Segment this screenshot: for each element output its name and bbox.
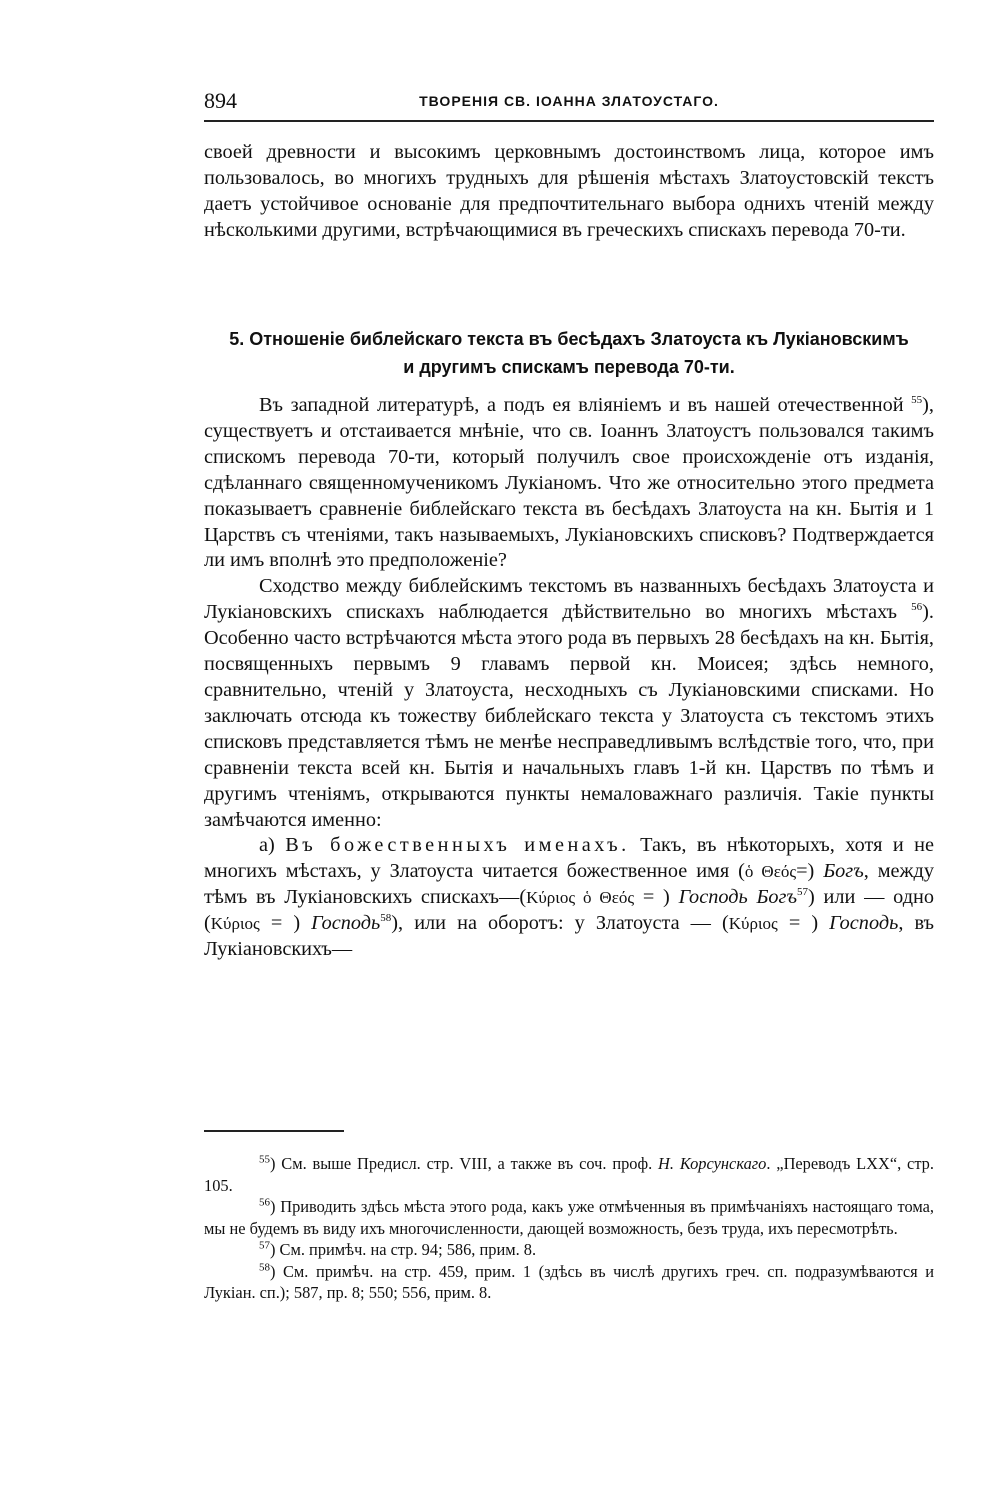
italic-term-4: Господь: [829, 912, 899, 935]
intro-paragraph: своей древности и высокимъ церковнымъ достоинствомъ лица, которое имъ пользовалось, во многихъ трудныхъ для рѣшенія мѣстахъ Златоустовскій текстъ даетъ устойчивое основаніе для предпочтительнаго выбора однихъ чтеній между нѣсколькими другими, встрѣчающимися въ греческихъ спискахъ перевода 70-ти.: [204, 141, 934, 241]
paragraph-3-text-h: ), или на оборотъ: у Златоуста — (: [391, 912, 729, 935]
paragraph-2: [204, 574, 934, 833]
section-heading: [204, 325, 934, 381]
intro-paragraph-block: [204, 140, 934, 244]
footnote-text: ) См. примѣч. на стр. 459, прим. 1 (здѣсь въ числѣ другихъ греч. сп. подразумѣваются и Лукіан. сп.); 587, пр. 8; 550; 556, прим. 8.: [204, 1261, 934, 1302]
paragraph-3-text-c: =): [796, 860, 824, 883]
paragraph-2-text-b: ). Особенно часто встрѣчаются мѣста этого рода въ первыхъ 28 бесѣдахъ на кн. Бытія, посвященныхъ первымъ 9 главамъ первой кн. Моисея; здѣсь немного, сравнительно, чтеній у Златоуста, несходныхъ съ Лукіановскими списками. Но заключать отсюда къ тожеству библейскаго текста у Златоуста съ текстомъ этихъ списковъ представляется тѣмъ не менѣе несправедливымъ вслѣдствіе того, что, при сравненіи текста всей кн. Бытія и начальныхъ главъ 1-й кн. Царствъ по тѣмъ и другимъ чтеніямъ, открываются пункты немаловажнаго различія. Такіе пункты замѣчаются именно:: [204, 601, 934, 831]
paragraph-1: [204, 393, 934, 574]
footnote-number: 57: [259, 1239, 270, 1252]
paragraph-3: [204, 833, 934, 963]
page-header: [204, 88, 934, 118]
italic-term-3: Господь: [311, 912, 381, 935]
paragraph-2-text-a: Сходство между библейскимъ текстомъ въ названныхъ бесѣдахъ Златоуста и Лукіановскихъ спискахъ наблюдается дѣйствительно во многихъ мѣстахъ: [204, 575, 934, 624]
footnote-number: 58: [259, 1261, 270, 1274]
footnote-ref-57[interactable]: 57: [797, 886, 808, 899]
footnote-58: [204, 1261, 934, 1304]
footnote-separator: [204, 1130, 344, 1132]
italic-term-1: Богъ: [823, 860, 864, 883]
main-text: [204, 393, 934, 963]
italic-term-2: Господь Богъ: [678, 886, 797, 909]
footnote-57: [204, 1239, 934, 1261]
paragraph-3-text-a: а): [259, 834, 286, 857]
footnote-text: ) Приводить здѣсь мѣста этого рода, какъ уже отмѣченныя въ примѣчаніяхъ настоящаго тома, мы не будемъ въ виду ихъ многочисленности, дающей возможность, безъ труда, ихъ пересмотрѣть.: [204, 1197, 934, 1238]
footnote-number: 56: [259, 1196, 270, 1209]
greek-term-2: Κύριος ὁ Θεός: [526, 888, 635, 908]
paragraph-3-text-d: , между тѣмъ въ Лукіановскихъ спискахъ—(: [204, 860, 935, 909]
paragraph-1-text-b: ), существуетъ и отстаивается мнѣніе, что св. Іоаннъ Златоустъ пользовался такимъ спискомъ перевода 70-ти, который получилъ свое происхожденіе отъ изданія, сдѣланнаго священномученикомъ Лукіаномъ. Что же относительно этого предмета показываетъ сравненіе библейскаго текста въ бесѣдахъ Златоуста на кн. Бытія и 1 Царствъ съ чтеніями, такъ называемыхъ, Лукіановскихъ списковъ? Подтверждается ли имъ вполнѣ это предположеніе?: [204, 394, 934, 572]
section-heading-line1: 5. Отношеніе библейскаго текста въ бесѣдахъ Златоуста къ Лукіановскимъ: [229, 329, 909, 349]
paragraph-3-text-k: , въ Лукіановскихъ—: [204, 912, 935, 961]
greek-term-3: Κύριος: [210, 914, 260, 934]
greek-term-4: Κύριος: [728, 914, 778, 934]
greek-term-1: ὁ Θεός: [744, 862, 797, 882]
paragraph-1-text-a: Въ западной литературѣ, а подъ ея вліяніемъ и въ нашей отечественной: [259, 394, 912, 416]
section-heading-line2: и другимъ спискамъ перевода 70-ти.: [403, 357, 735, 377]
paragraph-3-spaced-heading: Въ божественныхъ именахъ.: [285, 834, 630, 857]
running-title: ТВОРЕНІЯ СВ. ІОАННА ЗЛАТОУСТАГО.: [419, 93, 719, 109]
paragraph-3-text-e: = ): [634, 886, 679, 909]
footnote-55: [204, 1153, 934, 1196]
footnote-text: ) См. выше Предисл. стр. VIII, а также въ соч. проф.: [270, 1154, 659, 1173]
paragraph-3-text-j: = ): [777, 912, 830, 935]
footnote-56: [204, 1196, 934, 1239]
footnote-text: ) См. примѣч. на стр. 94; 586, прим. 8.: [270, 1240, 537, 1259]
header-rule: [204, 120, 934, 122]
footnote-number: 55: [259, 1153, 270, 1166]
footnote-ref-56[interactable]: 56: [911, 601, 923, 614]
paragraph-3-text-g: = ): [259, 912, 312, 935]
page-number: 894: [204, 88, 237, 113]
footnote-ref-55[interactable]: 55: [911, 394, 923, 407]
footnote-author: Н. Корсунскаго: [658, 1154, 767, 1173]
paragraph-3-text-f: ) или — одно (: [204, 886, 935, 935]
footnote-ref-58[interactable]: 58: [380, 912, 392, 925]
footnote-text: . „Переводъ LXX“, стр. 105.: [204, 1154, 934, 1195]
footnotes: [204, 1153, 934, 1304]
paragraph-3-text-b: Такъ, въ нѣкоторыхъ, хотя и не многихъ мѣстахъ, у Златоуста читается божественное имя (: [204, 834, 934, 883]
